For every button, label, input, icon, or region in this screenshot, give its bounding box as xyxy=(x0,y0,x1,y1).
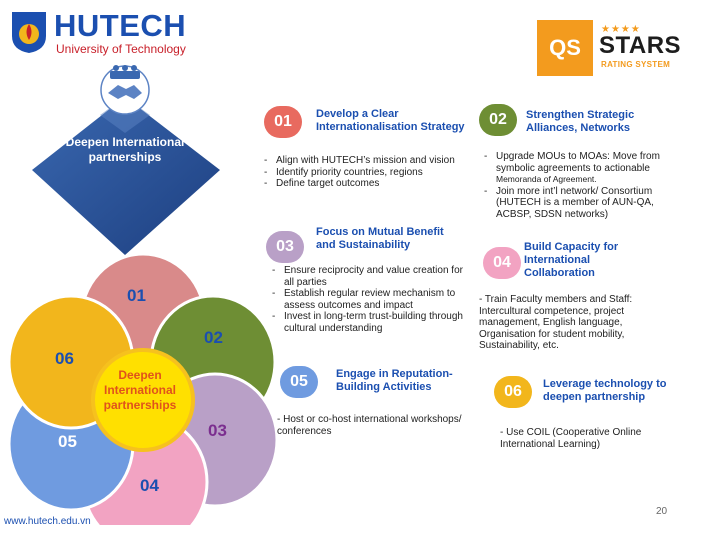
list-item: - Establish regular review mechanism to assess outcomes and impact xyxy=(270,288,472,311)
hutech-shield-icon xyxy=(10,10,48,54)
section-06-title: Leverage technology to deepen partnership xyxy=(543,378,667,403)
petal-label-03: 03 xyxy=(208,421,227,440)
list-item: - Define target outcomes xyxy=(262,178,472,190)
qs-rating: RATING SYSTEM xyxy=(601,60,671,69)
section-01-badge: 01 xyxy=(264,106,302,138)
qs-title: STARS xyxy=(599,32,682,59)
footer-url-link[interactable]: www.hutech.edu.vn xyxy=(4,516,91,527)
section-01-list xyxy=(262,155,472,190)
petal-label-04: 04 xyxy=(140,476,159,495)
qs-box: QS xyxy=(537,20,593,76)
flower-center-title: Deepen International partnerships xyxy=(103,368,177,412)
section-04-text: - Train Faculty members and Staff: Intercultural competence, project management, English language, Organisation for student mobility, Sustainability, etc. xyxy=(479,294,633,352)
section-02-badge: 02 xyxy=(479,104,517,136)
page-number: 20 xyxy=(656,506,668,517)
petal-label-02: 02 xyxy=(204,328,223,347)
qs-stars-icon: ★★★★ xyxy=(601,24,641,35)
list-item: - Upgrade MOUs to MOAs: Move from symbolic agreements to actionable Memoranda of Agreement. xyxy=(482,151,682,186)
petal-label-01: 01 xyxy=(127,286,146,305)
section-03-list xyxy=(270,265,472,335)
section-03-badge: 03 xyxy=(266,231,304,263)
list-item-note: Memoranda of Agreement. xyxy=(496,174,597,185)
brand-subtitle: University of Technology xyxy=(56,42,186,56)
section-06-badge: 06 xyxy=(494,376,532,408)
list-item: - Identify priority countries, regions xyxy=(262,167,472,179)
list-item: - Join more int’l network/ Consortium (HUTECH is a member of AUN-QA, ACBSP, SDSN networks) xyxy=(482,186,682,221)
list-item: - Align with HUTECH’s mission and vision xyxy=(262,155,472,167)
handshake-icon xyxy=(101,65,149,114)
section-05-text: - Host or co-host international workshops/ conferences xyxy=(277,414,462,437)
petal-label-06: 06 xyxy=(55,349,74,368)
list-item: - Invest in long-term trust-building through cultural understanding xyxy=(270,311,472,334)
section-02-title: Strengthen Strategic Alliances, Networks xyxy=(526,109,635,134)
section-05-title: Engage in Reputation-Building Activities xyxy=(336,368,453,393)
section-02-list xyxy=(482,151,682,221)
section-05-badge: 05 xyxy=(280,366,318,398)
petal-label-05: 05 xyxy=(58,432,77,451)
section-04-badge: 04 xyxy=(483,247,521,279)
brand-name: HUTECH xyxy=(54,8,187,43)
diamond-title: Deepen International partnerships xyxy=(65,135,185,164)
section-03-title: Focus on Mutual Benefit and Sustainability xyxy=(316,226,444,251)
section-04-title: Build Capacity for International Collaboration xyxy=(524,241,619,279)
list-item: - Ensure reciprocity and value creation for all parties xyxy=(270,265,472,288)
hutech-logo xyxy=(10,8,210,58)
section-01-title: Develop a Clear Internationalisation Strategy xyxy=(316,108,465,133)
qs-stars-logo xyxy=(537,20,692,78)
section-06-text: - Use COIL (Cooperative Online International Learning) xyxy=(500,427,642,450)
